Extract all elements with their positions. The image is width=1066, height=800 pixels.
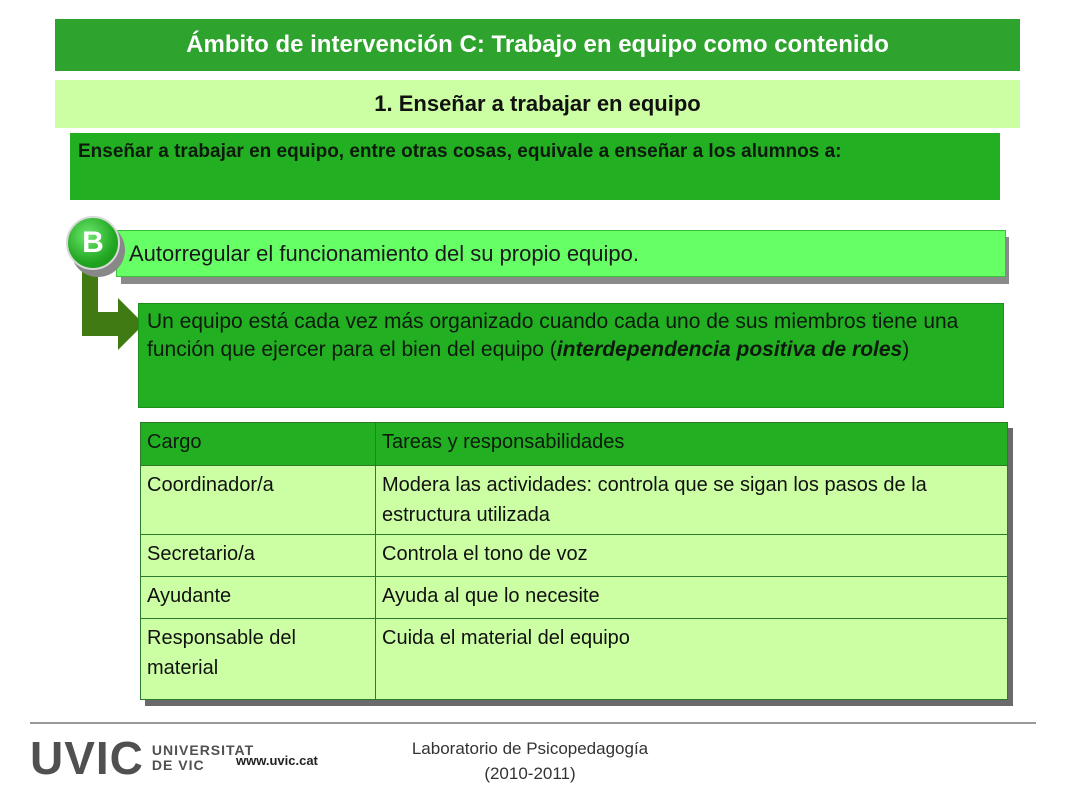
table-row xyxy=(141,466,1008,535)
logo-line-2: DE VIC xyxy=(151,757,205,773)
logo-letters: UVIC xyxy=(30,732,144,784)
intro-text: Enseñar a trabajar en equipo, entre otras cosas, equivale a enseñar a los alumnos a: xyxy=(78,141,842,162)
cell-cargo: Ayudante xyxy=(141,577,376,619)
table-header-row xyxy=(141,423,1008,466)
header-tareas: Tareas y responsabilidades xyxy=(376,423,1008,466)
description-text-post: ) xyxy=(902,338,910,361)
uvic-logo xyxy=(30,732,255,784)
header-cargo: Cargo xyxy=(141,423,376,466)
footer-years: (2010-2011) xyxy=(484,764,576,783)
description-emphasis: interdependencia positiva de roles xyxy=(556,338,903,361)
cell-tareas: Controla el tono de voz xyxy=(376,535,1008,577)
logo-line-1: UNIVERSITAT xyxy=(151,742,255,758)
website-link[interactable]: www.uvic.cat xyxy=(236,753,318,768)
table-row xyxy=(141,577,1008,619)
description-box xyxy=(138,303,1004,408)
section-heading-text: Autorregular el funcionamiento del su propio equipo. xyxy=(129,240,639,266)
footer-lab: Laboratorio de Psicopedagogía xyxy=(411,739,649,758)
intro-box xyxy=(70,133,1000,200)
slide-title-text: Ámbito de intervención C: Trabajo en equipo como contenido xyxy=(186,31,889,58)
section-badge-letter: B xyxy=(82,226,104,259)
cell-cargo: Coordinador/a xyxy=(141,466,376,535)
cell-tareas: Cuida el material del equipo xyxy=(376,619,1008,700)
cell-tareas: Modera las actividades: controla que se sigan los pasos de la estructura utilizada xyxy=(376,466,1008,535)
footer-divider xyxy=(30,722,1036,724)
cell-cargo: Responsable del material xyxy=(141,619,376,700)
table-row xyxy=(141,535,1008,577)
section-heading-bar xyxy=(116,230,1006,277)
cell-tareas: Ayuda al que lo necesite xyxy=(376,577,1008,619)
footer-credits xyxy=(330,736,730,786)
cell-cargo: Secretario/a xyxy=(141,535,376,577)
table-row xyxy=(141,619,1008,700)
description-text-pre: Un equipo está cada vez más organizado cuando cada uno de sus miembros tiene una función que ejercer para el bien del equipo ( xyxy=(147,310,959,361)
slide-subtitle xyxy=(55,80,1020,128)
slide-subtitle-text: 1. Enseñar a trabajar en equipo xyxy=(374,91,701,116)
roles-table xyxy=(140,422,1008,700)
section-badge xyxy=(66,216,120,270)
slide-title xyxy=(55,19,1020,71)
